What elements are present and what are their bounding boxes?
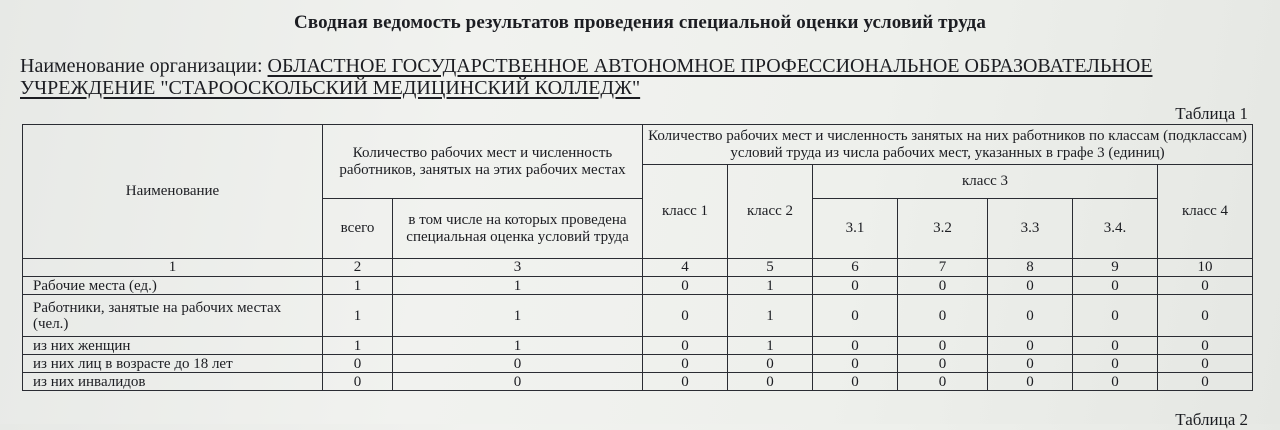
table-cell: 0 [813,373,898,391]
table-cell: 1 [393,337,643,355]
header-subclass-3-4: 3.4. [1073,199,1158,259]
column-number: 2 [323,259,393,277]
table-cell: 1 [323,277,393,295]
table-cell: 1 [728,295,813,337]
organization-label: Наименование организации: [20,55,263,77]
column-number: 10 [1158,259,1253,277]
table-cell: 0 [988,337,1073,355]
table-cell: 0 [813,295,898,337]
table-row [23,277,1253,295]
header-total: всего [323,199,393,259]
header-name: Наименование [23,125,323,259]
row-label: Работники, занятые на рабочих местах (чел.) [23,295,323,337]
table-cell: 0 [1158,277,1253,295]
table-cell: 0 [643,277,728,295]
header-class-2: класс 2 [728,165,813,259]
column-number: 4 [643,259,728,277]
header-class-3: класс 3 [813,165,1158,199]
header-subclass-3-2: 3.2 [898,199,988,259]
table-cell: 0 [813,337,898,355]
header-workplaces-group: Количество рабочих мест и численность работников, занятых на этих рабочих местах [323,125,643,199]
table-cell: 0 [1158,295,1253,337]
table-cell: 0 [898,355,988,373]
header-subclass-3-3: 3.3 [988,199,1073,259]
column-number: 7 [898,259,988,277]
table-cell: 0 [643,295,728,337]
table-cell: 0 [1158,373,1253,391]
organization-name: ОБЛАСТНОЕ ГОСУДАРСТВЕННОЕ АВТОНОМНОЕ ПРОФЕССИОНАЛЬНОЕ ОБРАЗОВАТЕЛЬНОЕ УЧРЕЖДЕНИЕ "СТАРООСКОЛЬСКИЙ МЕДИЦИНСКИЙ КОЛЛЕДЖ" [20,55,1153,99]
header-class-4: класс 4 [1158,165,1253,259]
table-cell: 0 [643,337,728,355]
table-cell: 0 [898,277,988,295]
header-classes-group: Количество рабочих мест и численность занятых на них работников по классам (подклассам) условий труда из числа рабочих мест, указанных в графе 3 (единиц) [643,125,1253,165]
table-cell: 0 [988,277,1073,295]
column-number: 3 [393,259,643,277]
table-cell: 1 [728,277,813,295]
table-cell: 0 [813,277,898,295]
table-cell: 0 [1073,295,1158,337]
table-cell: 0 [728,373,813,391]
row-label: Рабочие места (ед.) [23,277,323,295]
column-number: 9 [1073,259,1158,277]
next-table-number-label: Таблица 2 [1175,410,1248,429]
table-cell: 0 [393,373,643,391]
row-label: из них инвалидов [23,373,323,391]
table-cell: 0 [728,355,813,373]
summary-table [22,124,1253,391]
row-label: из них лиц в возрасте до 18 лет [23,355,323,373]
table-cell: 0 [898,295,988,337]
table-cell: 0 [813,355,898,373]
row-label: из них женщин [23,337,323,355]
table-cell: 0 [988,355,1073,373]
column-number-row [23,259,1253,277]
column-number: 8 [988,259,1073,277]
table-cell: 1 [323,337,393,355]
table-row [23,355,1253,373]
table-cell: 0 [1073,337,1158,355]
table-cell: 0 [988,295,1073,337]
table-cell: 1 [393,277,643,295]
table-cell: 0 [898,373,988,391]
table-row [23,337,1253,355]
header-assessed: в том числе на которых проведена специальная оценка условий труда [393,199,643,259]
table-cell: 0 [1073,355,1158,373]
table-row [23,373,1253,391]
table-cell: 0 [1073,373,1158,391]
table-row [23,295,1253,337]
organization-line [20,55,1260,99]
header-subclass-3-1: 3.1 [813,199,898,259]
column-number: 5 [728,259,813,277]
table-number-label: Таблица 1 [1175,104,1248,123]
table-cell: 1 [323,295,393,337]
table-cell: 0 [323,373,393,391]
table-cell: 0 [1158,337,1253,355]
document-title: Сводная ведомость результатов проведения специальной оценки условий труда [294,12,986,33]
table-cell: 0 [988,373,1073,391]
table-cell: 0 [898,337,988,355]
table-cell: 0 [1158,355,1253,373]
table-cell: 0 [323,355,393,373]
table-cell: 0 [643,373,728,391]
table-cell: 1 [728,337,813,355]
header-class-1: класс 1 [643,165,728,259]
column-number: 6 [813,259,898,277]
table-cell: 0 [1073,277,1158,295]
table-cell: 0 [393,355,643,373]
table-cell: 0 [643,355,728,373]
column-number: 1 [23,259,323,277]
table-cell: 1 [393,295,643,337]
